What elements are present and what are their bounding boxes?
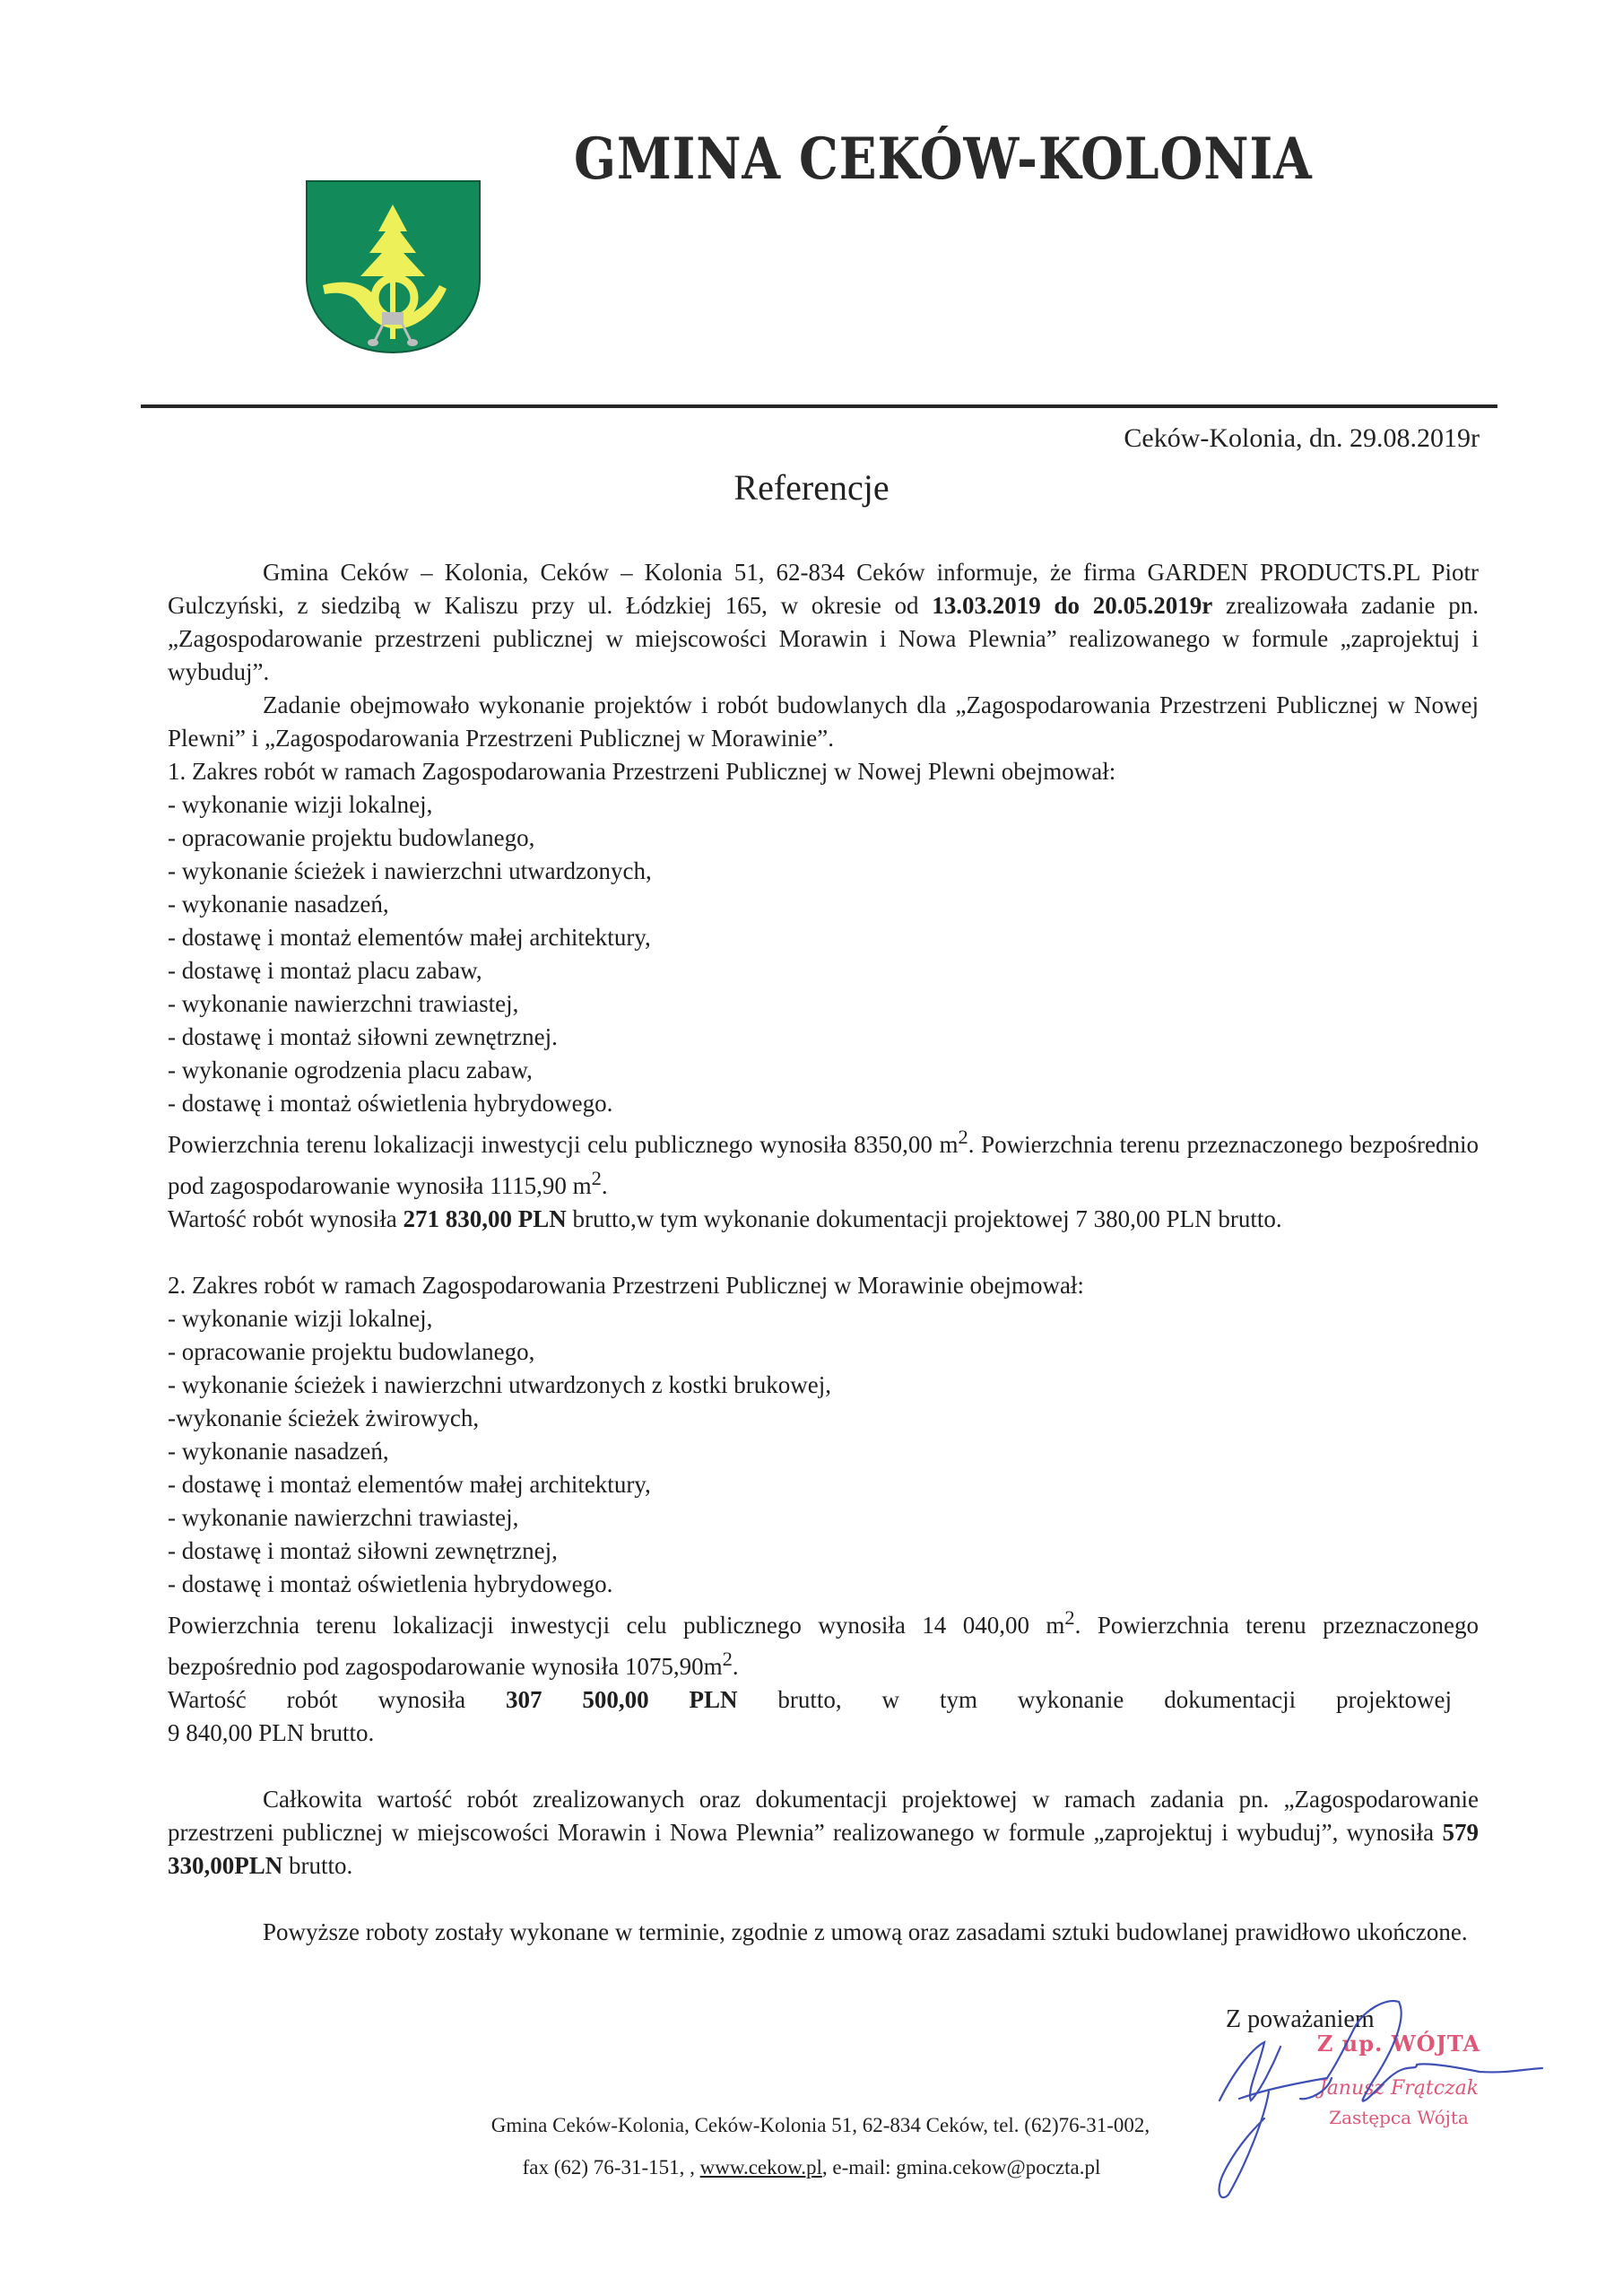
- list-item: - opracowanie projektu budowlanego,: [168, 1338, 535, 1365]
- list-item: - dostawę i montaż oświetlenia hybrydowego.: [168, 1090, 613, 1117]
- closing-salutation: Z poważaniem: [1226, 2005, 1375, 2033]
- place-and-date: Ceków-Kolonia, dn. 29.08.2019r: [1124, 423, 1480, 453]
- closing-paragraph: Powyższe roboty zostały wykonane w terminie, zgodnie z umową oraz zasadami sztuki budowlanej prawidłowo ukończone.: [263, 1918, 1468, 1945]
- stamp-authority: Z up. WÓJTA: [1316, 2031, 1481, 2057]
- list-item: - dostawę i montaż elementów małej architektury,: [168, 1471, 651, 1498]
- section2-value: Wartość robót wynosiła 307 500,00 PLN brutto, w tym wykonanie dokumentacji projektowej: [168, 1686, 1453, 1713]
- website-link[interactable]: www.cekow.pl: [699, 2156, 822, 2179]
- organization-title: GMINA CEKÓW-KOLONIA: [574, 126, 1313, 193]
- document-title: Referencje: [733, 467, 890, 508]
- list-item: - wykonanie nawierzchni trawiastej,: [168, 1504, 519, 1531]
- section1-value: Wartość robót wynosiła 271 830,00 PLN brutto,w tym wykonanie dokumentacji projektowej 7 380,00 PLN brutto.: [168, 1205, 1282, 1232]
- list-item: - dostawę i montaż placu zabaw,: [168, 957, 482, 984]
- section2-value-cont: 9 840,00 PLN brutto.: [168, 1719, 375, 1746]
- footer-contact: fax (62) 76-31-151, , www.cekow.pl, e-mail: gmina.cekow@poczta.pl: [522, 2156, 1101, 2179]
- list-item: - wykonanie ścieżek i nawierzchni utwardzonych z kostki brukowej,: [168, 1371, 831, 1398]
- section2-area: Powierzchnia terenu lokalizacji inwestycji celu publicznego wynosiła 14 040,00 $m^2$. Powierzchnia terenu przeznaczonego bezpośrednio pod zagospodarowanie wynosiła $1075,90m^2$.: [168, 1606, 1479, 1680]
- section1-area: Powierzchnia terenu lokalizacji inwestycji celu publicznego wynosiła 8350,00 $m^2$. Powierzchnia terenu przeznaczonego bezpośrednio pod zagospodarowanie wynosiła 1115,90 $m^2$.: [168, 1126, 1479, 1199]
- list-item: - opracowanie projektu budowlanego,: [168, 824, 535, 851]
- list-item: - dostawę i montaż elementów małej architektury,: [168, 924, 651, 951]
- stamp-name: Janusz Frątczak: [1318, 2077, 1480, 2100]
- section2-list: [168, 1302, 1479, 1601]
- list-item: - dostawę i montaż siłowni zewnętrznej,: [168, 1537, 558, 1564]
- total-amount: 579 330,00PLN: [168, 1819, 1479, 1879]
- intro-paragraph: Gmina Ceków – Kolonia, Ceków – Kolonia 51, 62-834 Ceków informuje, że firma GARDEN PRODUCTS.PL Piotr Gulczyński, z siedzibą w Kaliszu przy ul. Łódzkiej 165, w okresie od 13.03.2019 do 20.05.2019r zrealizowała zadanie pn. „Zagospodarowanie przestrzeni publicznej w miejscowości Morawin i Nowa Plewnia” realizowanego w formule „zaprojektuj i wybuduj”.: [168, 559, 1479, 685]
- section1-heading: 1. Zakres robót w ramach Zagospodarowania Przestrzeni Publicznej w Nowej Plewni obejmował:: [168, 758, 1116, 785]
- list-item: - wykonanie wizji lokalnej,: [168, 1305, 433, 1332]
- list-item: - dostawę i montaż siłowni zewnętrznej.: [168, 1023, 558, 1050]
- section2-heading: 2. Zakres robót w ramach Zagospodarowania Przestrzeni Publicznej w Morawinie obejmował:: [168, 1272, 1084, 1299]
- header-divider: [141, 404, 1497, 408]
- list-item: - wykonanie nasadzeń,: [168, 891, 389, 918]
- stamp-position: Zastępca Wójta: [1329, 2107, 1469, 2128]
- list-item: -wykonanie ścieżek żwirowych,: [168, 1405, 480, 1431]
- scope-paragraph: Zadanie obejmowało wykonanie projektów i robót budowlanych dla „Zagospodarowania Przestrzeni Publicznej w Nowej Plewni” i „Zagospodarowania Przestrzeni Publicznej w Morawinie”.: [168, 691, 1479, 752]
- list-item: - wykonanie wizji lokalnej,: [168, 791, 433, 818]
- coat-of-arms-icon: [305, 179, 482, 354]
- section1-list: [168, 788, 1479, 1120]
- list-item: - wykonanie nasadzeń,: [168, 1438, 389, 1465]
- section1-value-amount: 271 830,00 PLN: [403, 1205, 567, 1232]
- list-item: - wykonanie ścieżek i nawierzchni utwardzonych,: [168, 857, 652, 884]
- footer-address: Gmina Ceków-Kolonia, Ceków-Kolonia 51, 62-834 Ceków, tel. (62)76-31-002,: [490, 2114, 1150, 2136]
- document-body: [168, 556, 1479, 1949]
- section2-value-amount: 307 500,00 PLN: [505, 1686, 738, 1713]
- list-item: - dostawę i montaż oświetlenia hybrydowego.: [168, 1570, 613, 1597]
- list-item: - wykonanie nawierzchni trawiastej,: [168, 990, 519, 1017]
- list-item: - wykonanie ogrodzenia placu zabaw,: [168, 1057, 533, 1083]
- period-dates: 13.03.2019 do 20.05.2019r: [932, 592, 1213, 619]
- summary-paragraph: Całkowita wartość robót zrealizowanych oraz dokumentacji projektowej w ramach zadania pn. „Zagospodarowanie przestrzeni publicznej w miejscowości Morawin i Nowa Plewnia” realizowanego w formule „zaprojektuj i wybuduj”, wynosiła 579 330,00PLN brutto.: [168, 1786, 1479, 1879]
